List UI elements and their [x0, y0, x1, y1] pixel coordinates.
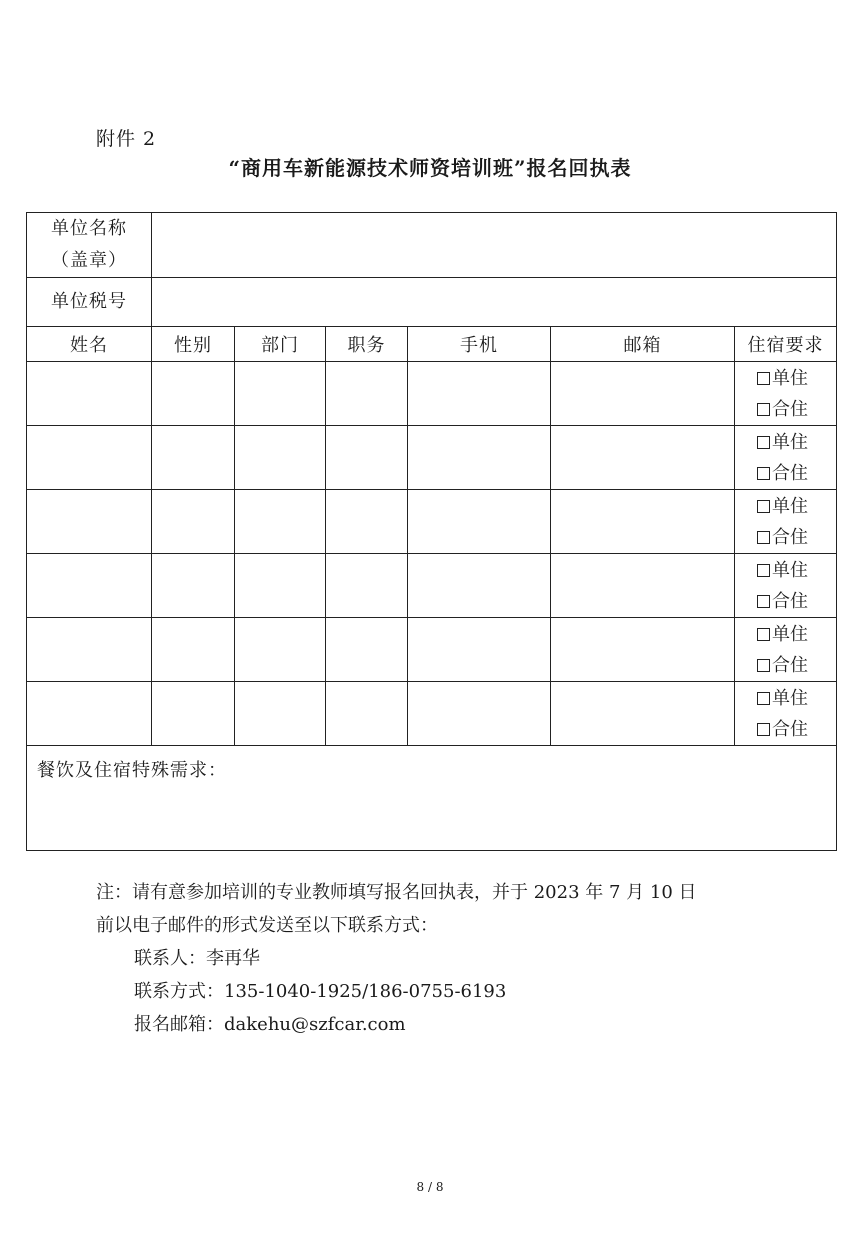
checkbox-icon[interactable] [757, 628, 770, 641]
checkbox-icon[interactable] [757, 692, 770, 705]
department-cell[interactable] [235, 362, 326, 426]
gender-cell[interactable] [152, 554, 235, 618]
department-cell[interactable] [235, 682, 326, 746]
shared-room-option[interactable]: 合住 [757, 522, 836, 553]
column-header-email: 邮箱 [551, 327, 735, 362]
table-row [27, 426, 837, 490]
checkbox-icon[interactable] [757, 564, 770, 577]
column-header-position: 职务 [326, 327, 408, 362]
name-cell[interactable] [27, 490, 152, 554]
gender-cell[interactable] [152, 426, 235, 490]
phone-cell[interactable] [408, 618, 551, 682]
checkbox-icon[interactable] [757, 467, 770, 480]
position-cell[interactable] [326, 362, 408, 426]
table-row [27, 682, 837, 746]
position-cell[interactable] [326, 618, 408, 682]
unit-name-label: 单位名称 （盖章） [27, 213, 152, 278]
single-room-option[interactable]: 单住 [757, 363, 836, 394]
note-line-1: 注：请有意参加培训的专业教师填写报名回执表，并于 2023 年 7 月 10 日 [96, 882, 697, 903]
position-cell[interactable] [326, 426, 408, 490]
checkbox-icon[interactable] [757, 436, 770, 449]
accommodation-cell [735, 682, 837, 746]
table-row [27, 554, 837, 618]
position-cell[interactable] [326, 490, 408, 554]
email-cell[interactable] [551, 362, 735, 426]
table-row [27, 490, 837, 554]
column-header-gender: 性别 [152, 327, 235, 362]
table-row [27, 618, 837, 682]
position-cell[interactable] [326, 682, 408, 746]
phone-cell[interactable] [408, 362, 551, 426]
checkbox-icon[interactable] [757, 500, 770, 513]
department-cell[interactable] [235, 490, 326, 554]
special-needs-field[interactable] [27, 746, 837, 851]
phone-cell[interactable] [408, 682, 551, 746]
gender-cell[interactable] [152, 682, 235, 746]
contact-phone: 联系方式：135-1040-1925/186-0755-6193 [134, 981, 507, 1002]
checkbox-icon[interactable] [757, 403, 770, 416]
notes-section [96, 876, 697, 1041]
single-room-option[interactable]: 单住 [757, 427, 836, 458]
table-row [27, 362, 837, 426]
column-header-name: 姓名 [27, 327, 152, 362]
checkbox-icon[interactable] [757, 531, 770, 544]
contact-email: 报名邮箱：dakehu@szfcar.com [134, 1014, 406, 1035]
email-cell[interactable] [551, 490, 735, 554]
department-cell[interactable] [235, 618, 326, 682]
accommodation-cell [735, 490, 837, 554]
checkbox-icon[interactable] [757, 659, 770, 672]
single-room-option[interactable]: 单住 [757, 491, 836, 522]
email-cell[interactable] [551, 682, 735, 746]
checkbox-icon[interactable] [757, 372, 770, 385]
column-header-phone: 手机 [408, 327, 551, 362]
single-room-option[interactable]: 单住 [757, 555, 836, 586]
note-line-2: 前以电子邮件的形式发送至以下联系方式： [96, 915, 438, 936]
department-cell[interactable] [235, 554, 326, 618]
position-cell[interactable] [326, 554, 408, 618]
unit-name-field[interactable] [152, 213, 837, 278]
phone-cell[interactable] [408, 426, 551, 490]
single-room-option[interactable]: 单住 [757, 619, 836, 650]
column-header-accommodation: 住宿要求 [735, 327, 837, 362]
shared-room-option[interactable]: 合住 [757, 586, 836, 617]
gender-cell[interactable] [152, 618, 235, 682]
name-cell[interactable] [27, 362, 152, 426]
shared-room-option[interactable]: 合住 [757, 394, 836, 425]
gender-cell[interactable] [152, 490, 235, 554]
name-cell[interactable] [27, 618, 152, 682]
email-cell[interactable] [551, 426, 735, 490]
phone-cell[interactable] [408, 554, 551, 618]
shared-room-option[interactable]: 合住 [757, 714, 836, 745]
checkbox-icon[interactable] [757, 723, 770, 736]
name-cell[interactable] [27, 426, 152, 490]
page-indicator: 8 / 8 [416, 1180, 444, 1194]
accommodation-cell [735, 362, 837, 426]
shared-room-option[interactable]: 合住 [757, 650, 836, 681]
checkbox-icon[interactable] [757, 595, 770, 608]
single-room-option[interactable]: 单住 [757, 683, 836, 714]
email-cell[interactable] [551, 618, 735, 682]
attachment-label: 附件 2 [96, 128, 157, 150]
table-header-row [27, 327, 837, 362]
gender-cell[interactable] [152, 362, 235, 426]
name-cell[interactable] [27, 682, 152, 746]
tax-id-field[interactable] [152, 278, 837, 327]
accommodation-cell [735, 426, 837, 490]
accommodation-cell [735, 554, 837, 618]
registration-form-table [26, 212, 837, 851]
page-title: “商用车新能源技术师资培训班”报名回执表 [228, 156, 632, 180]
tax-id-label: 单位税号 [27, 278, 152, 327]
department-cell[interactable] [235, 426, 326, 490]
accommodation-cell [735, 618, 837, 682]
column-header-department: 部门 [235, 327, 326, 362]
special-needs-label: 餐饮及住宿特殊需求： [37, 760, 227, 781]
contact-person: 联系人：李再华 [134, 948, 260, 969]
name-cell[interactable] [27, 554, 152, 618]
phone-cell[interactable] [408, 490, 551, 554]
shared-room-option[interactable]: 合住 [757, 458, 836, 489]
email-cell[interactable] [551, 554, 735, 618]
